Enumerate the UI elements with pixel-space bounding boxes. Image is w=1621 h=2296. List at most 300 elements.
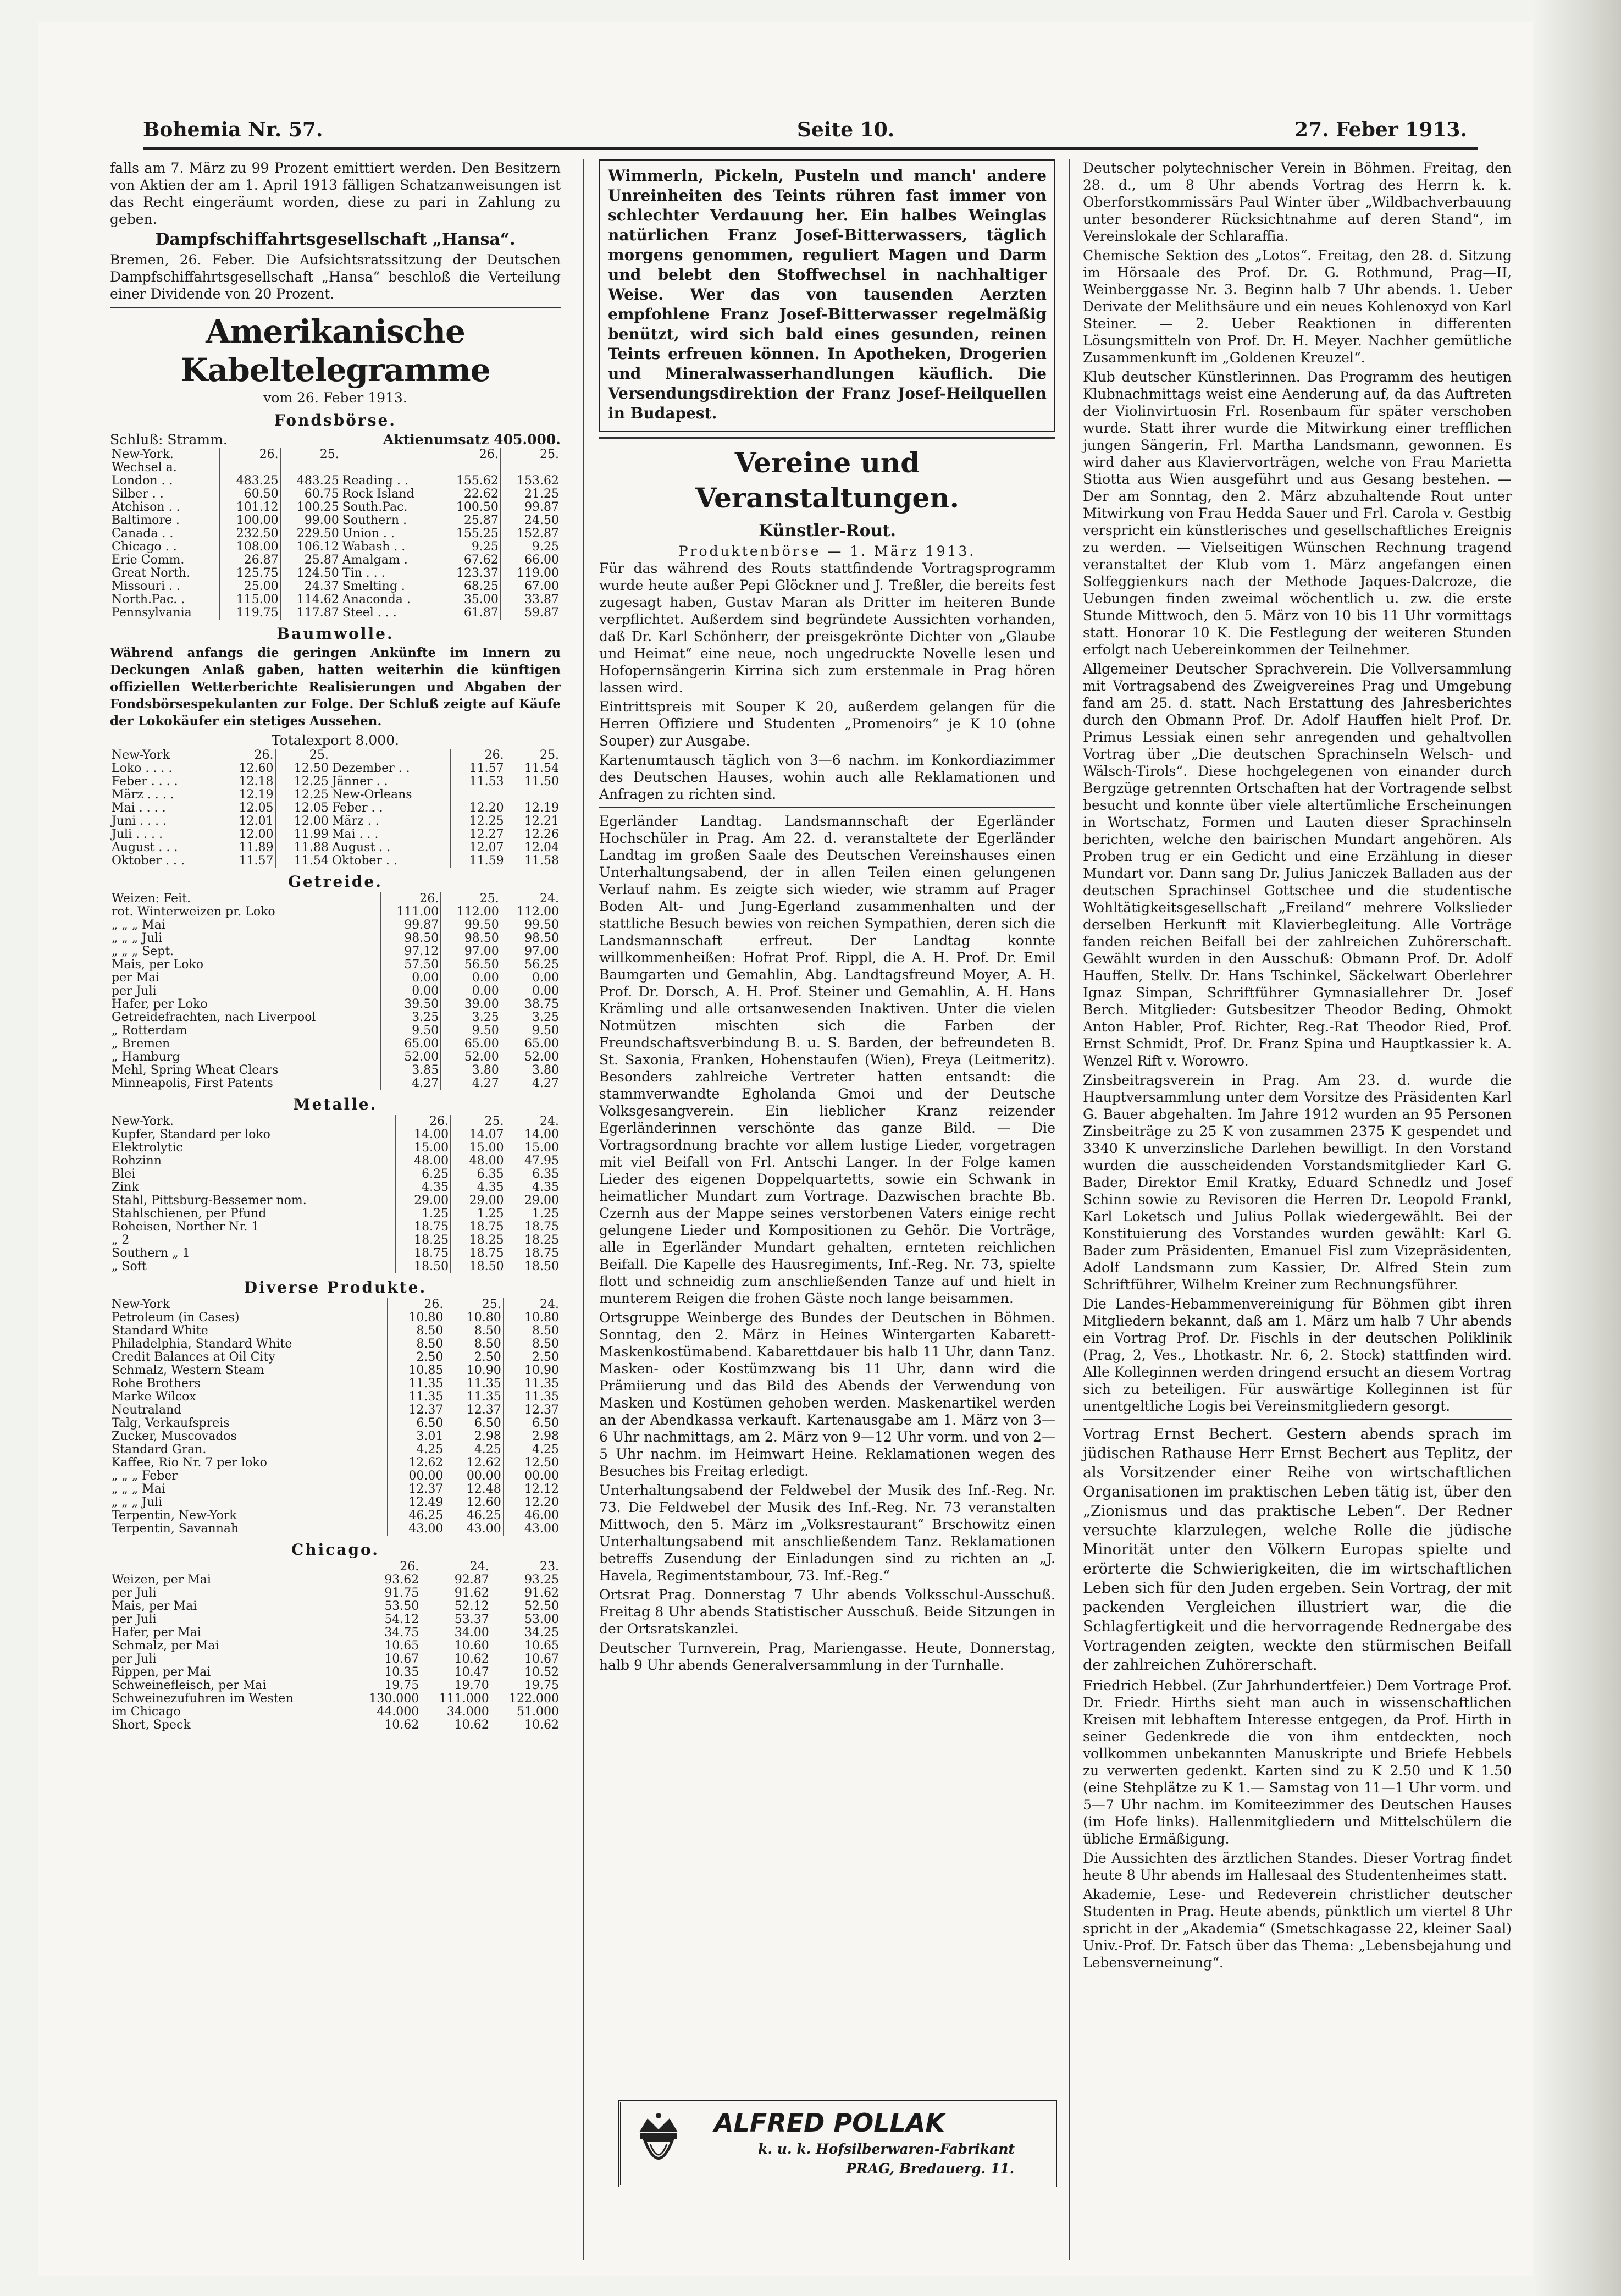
- table-cell: 12.49: [387, 1496, 445, 1509]
- table-row: [110, 514, 561, 527]
- table-cell: 117.87: [280, 606, 341, 620]
- table-cell: Stahl, Pittsburg-Bessemer nom.: [112, 1194, 307, 1207]
- table-row: [110, 1719, 561, 1732]
- table-cell: 1.25: [395, 1207, 451, 1221]
- table-cell: 0.00: [380, 985, 440, 998]
- paragraph: Unterhaltungsabend der Feldwebel der Musik des Inf.-Reg. Nr. 73. Die Feldwebel der Musik des Inf.-Reg. Nr. 73 veranstalten Mittwoch, den 5. März im „Volksrestaurant“ Brschowitz einen Unterhaltungsabend mit anschließendem Tanz. Reklamationen betreffs Zusendung der Einladungen sind zu richten an „J. Havela, Regimentstambour, 73. Inf.-Reg.“: [599, 1482, 1055, 1583]
- table-cell: 12.37: [445, 1404, 503, 1417]
- subheadline: vom 26. Feber 1913.: [263, 390, 407, 406]
- table-cell: 18.75: [451, 1221, 506, 1234]
- table-cell: 114.62: [280, 593, 341, 606]
- section-title: Metalle.: [293, 1095, 378, 1113]
- paragraph: Akademie, Lese- und Redeverein christlicher deutscher Studenten in Prag. Heute abends, pünktlich um viertel 8 Uhr spricht in der „Akademia“ (Smetschkagasse 22, kleiner Saal) Univ.-Prof. Dr. Fatsch über das Thema: „Lebensbejahung und Lebensverneinung“.: [1083, 1886, 1512, 1971]
- table-cell: 125.75: [220, 567, 280, 580]
- table-row: [110, 1311, 561, 1324]
- table-cell: 12.48: [445, 1483, 503, 1496]
- table-cell: 10.35: [351, 1666, 421, 1679]
- table-cell: [330, 749, 451, 762]
- table-cell: 92.87: [421, 1574, 491, 1587]
- table-cell: 14.00: [395, 1128, 451, 1141]
- table-cell: Neutraland: [112, 1403, 182, 1417]
- table-cell: Great North.: [112, 566, 191, 580]
- pollak-advertisement: [618, 2100, 1057, 2187]
- table-row: [110, 958, 561, 972]
- ad-name: ALFRED POLLAK: [714, 2108, 945, 2138]
- table-cell: im Chicago: [112, 1705, 181, 1719]
- table-cell: 91.62: [491, 1587, 561, 1600]
- table-cell: 21.25: [500, 488, 561, 501]
- table-cell: 111.00: [380, 906, 440, 919]
- table-cell: 18.25: [506, 1234, 561, 1247]
- table-cell: 46.25: [445, 1509, 503, 1522]
- table-cell: August . .: [331, 841, 391, 854]
- table-cell: Canada . .: [112, 527, 174, 540]
- table-cell: 112.00: [501, 906, 561, 919]
- table-cell: 2.50: [503, 1351, 561, 1364]
- table-row: [110, 1679, 561, 1692]
- table-cell: 4.25: [503, 1443, 561, 1456]
- table-cell: 119.75: [220, 606, 280, 620]
- table-cell: 100.25: [280, 501, 341, 514]
- table-row: [110, 1560, 561, 1574]
- table-cell: 43.00: [387, 1522, 445, 1536]
- table-cell: Mais, per Mai: [112, 1599, 197, 1613]
- table-cell: 44.000: [351, 1706, 421, 1719]
- table-cell: 11.35: [387, 1377, 445, 1390]
- table-row: [110, 1051, 561, 1064]
- paragraph: Bremen, 26. Feber. Die Aufsichtsratssitzung der Deutschen Dampfschiffahrtsgesellschaft „Hansa“ beschloß die Verteilung einer Dividende von 20 Prozent.: [110, 252, 561, 302]
- table-cell: 106.12: [280, 540, 341, 554]
- table-cell: 10.80: [503, 1311, 561, 1324]
- table-cell: 108.00: [220, 540, 280, 554]
- table-cell: 12.05: [220, 802, 275, 815]
- table-cell: 25.: [451, 1115, 506, 1128]
- table-cell: Roheisen, Norther Nr. 1: [112, 1220, 259, 1234]
- table-row: [110, 749, 561, 762]
- table-cell: Rohzinn: [112, 1154, 162, 1168]
- table-cell: 34.75: [351, 1626, 421, 1640]
- table-cell: Feber . . . .: [112, 775, 178, 788]
- table-cell: 10.85: [387, 1364, 445, 1377]
- table-cell: 54.12: [351, 1613, 421, 1626]
- table-cell: [341, 448, 440, 461]
- table-cell: 4.27: [380, 1077, 440, 1090]
- table-cell: 0.00: [501, 972, 561, 985]
- table-row: [110, 593, 561, 606]
- column-3: [1083, 159, 1512, 1973]
- table-row: [110, 1600, 561, 1613]
- table-cell: Marke Wilcox: [112, 1390, 196, 1404]
- table-cell: 112.00: [441, 906, 501, 919]
- table-row: [110, 1064, 561, 1077]
- table-cell: 152.87: [500, 527, 561, 540]
- divider: [599, 807, 1055, 808]
- chicago-table: [110, 1560, 561, 1732]
- table-cell: [280, 461, 341, 474]
- paragraph: Klub deutscher Künstlerinnen. Das Programm des heutigen Klubnachmittags weist eine Aenderung auf, da das Auftreten der Violinvirtuosin Frl. Rosenbaum für später verschoben wurde. Statt ihrer wurde die Mitwirkung einer trefflichen jungen Sängerin, Frl. Martha Landsmann, gewonnen. Es wird daher aus Klaviervorträgen, welche von Frau Marietta Stiotta aus Wien ausgeführt und aus Gesang bestehen. — Der am Sonntag, den 2. März abzuhaltende Rout unter Mitwirkung von Frau Hedda Sauer und Frl. Carola v. Gestbig verspricht ein künstlerisches und gesellschaftliches Ereignis zu werden. — Vielseitigen Wünschen Rechnung tragend veranstaltet der Klub vom 1. März angefangen einen Solfeggienkurs nach der Methode Jaques-Dalcroze, die Uebungen finden zweimal wöchentlich u. zw. die erste Stunde Mittwoch, den 5. März von 10 bis 11 Uhr vormittags statt. Honorar 10 K. Die Festlegung der weiteren Stunden erfolgt nach Uebereinkommen der Teilnehmer.: [1083, 369, 1512, 658]
- table-cell: 91.75: [351, 1587, 421, 1600]
- table-cell: 29.00: [395, 1194, 451, 1207]
- table-cell: „ „ „ Mai: [112, 1482, 165, 1496]
- table-cell: Amalgam .: [342, 553, 408, 567]
- fonds-summary: [110, 431, 561, 448]
- table-row: [110, 501, 561, 514]
- section-title: Chicago.: [291, 1541, 379, 1559]
- table-cell: „ „ „ Sept.: [112, 945, 174, 958]
- table-cell: Anaconda .: [342, 593, 411, 606]
- table-cell: 3.80: [501, 1064, 561, 1077]
- table-cell: 11.57: [451, 762, 506, 775]
- table-cell: 4.27: [501, 1077, 561, 1090]
- table-cell: Rippen, per Mai: [112, 1665, 211, 1679]
- table-cell: 14.00: [506, 1128, 561, 1141]
- table-cell: [500, 461, 561, 474]
- table-cell: 26.: [395, 1115, 451, 1128]
- table-cell: 8.50: [503, 1324, 561, 1338]
- table-cell: 155.62: [440, 474, 500, 488]
- table-cell: 2.50: [387, 1351, 445, 1364]
- table-cell: 23.: [491, 1560, 561, 1574]
- paragraph: Eintrittspreis mit Souper K 20, außerdem gelangen für die Herren Offiziere und Studenten „Promenoirs“ je K 10 (ohne Souper) zur Ausgabe.: [599, 699, 1055, 749]
- table-cell: 11.35: [445, 1390, 503, 1404]
- table-cell: 12.37: [387, 1404, 445, 1417]
- table-cell: Schweinezufuhren im Westen: [112, 1692, 294, 1706]
- table-row: [110, 932, 561, 945]
- table-row: [110, 1587, 561, 1600]
- table-cell: 11.57: [220, 854, 275, 868]
- table-cell: 0.00: [441, 972, 501, 985]
- table-row: [110, 1037, 561, 1051]
- table-cell: Rock Island: [342, 487, 414, 501]
- table-cell: 1.25: [506, 1207, 561, 1221]
- table-row: [110, 841, 561, 854]
- table-row: [110, 1115, 561, 1128]
- table-cell: 39.50: [380, 998, 440, 1011]
- table-cell: [440, 461, 500, 474]
- table-cell: New-York.: [112, 1114, 174, 1128]
- table-cell: 26.: [440, 448, 500, 461]
- table-cell: Baltimore .: [112, 514, 180, 527]
- table-cell: 4.35: [451, 1181, 506, 1194]
- ad-line-1: k. u. k. Hofsilberwaren-Fabrikant: [758, 2141, 1015, 2157]
- table-cell: Terpentin, New-York: [112, 1509, 237, 1522]
- table-cell: 67.00: [500, 580, 561, 593]
- header-right: 27. Feber 1913.: [1294, 118, 1467, 141]
- table-row: [110, 1692, 561, 1706]
- table-cell: 53.00: [491, 1613, 561, 1626]
- table-cell: Petroleum (in Cases): [112, 1311, 240, 1324]
- table-cell: 10.47: [421, 1666, 491, 1679]
- section-title: Diverse Produkte.: [244, 1278, 427, 1296]
- table-row: [110, 762, 561, 775]
- table-cell: 12.12: [503, 1483, 561, 1496]
- table-cell: 18.75: [395, 1247, 451, 1260]
- paragraph: Ortsrat Prag. Donnerstag 7 Uhr abends Volksschul-Ausschuß. Freitag 8 Uhr abends Statistischer Ausschuß. Beide Sitzungen in der Ortsratskanzlei.: [599, 1587, 1055, 1637]
- table-cell: Mai . . .: [331, 827, 379, 841]
- table-cell: 33.87: [500, 593, 561, 606]
- table-row: [110, 474, 561, 488]
- table-row: [110, 606, 561, 620]
- table-row: [110, 527, 561, 540]
- table-cell: 19.70: [421, 1679, 491, 1692]
- table-cell: Silber . .: [112, 487, 164, 501]
- table-cell: per Juli: [112, 1586, 157, 1600]
- paragraph: Für das während des Routs stattfindende Vortragsprogramm wurde heute außer Pepi Glöckner und J. Treßler, die bereits fest zugesagt haben, Gustav Maran als Dritter im heiteren Bunde verpflichtet. Außerdem sind begründete Aussichten vorhanden, daß Dr. Karl Schönherr, der preisgekrönte Dichter von „Glaube und Heimat“ eine neue, noch ungedruckte Novelle lesen und Hofopernsängerin Kirrina sich zum erstenmale in Prag hören lassen wird.: [599, 560, 1055, 696]
- table-cell: 3.25: [380, 1011, 440, 1024]
- table-cell: 43.00: [503, 1522, 561, 1536]
- table-cell: 29.00: [506, 1194, 561, 1207]
- table-cell: 26.: [380, 892, 440, 906]
- table-cell: August . . .: [112, 841, 178, 854]
- table-cell: 3.25: [441, 1011, 501, 1024]
- column-1: [110, 159, 561, 1732]
- section-title: Künstler-Rout.: [759, 521, 896, 540]
- table-cell: 3.85: [380, 1064, 440, 1077]
- table-cell: 101.12: [220, 501, 280, 514]
- table-row: [110, 1640, 561, 1653]
- table-cell: 12.37: [387, 1483, 445, 1496]
- table-cell: 12.19: [506, 802, 561, 815]
- paragraph: falls am 7. März zu 99 Prozent emittiert werden. Den Besitzern von Aktien der am 1. April 1913 fälligen Schatzanweisungen ist das Recht eingeräumt worden, diese zu pari in Zahlung zu geben.: [110, 160, 561, 227]
- table-cell: 10.65: [491, 1640, 561, 1653]
- table-cell: 2.98: [503, 1430, 561, 1443]
- table-cell: 56.25: [501, 958, 561, 972]
- table-row: [110, 1234, 561, 1247]
- table-cell: „ 2: [112, 1233, 130, 1247]
- table-row: [110, 854, 561, 868]
- table-cell: 229.50: [280, 527, 341, 540]
- table-row: [110, 1443, 561, 1456]
- table-cell: 12.07: [451, 841, 506, 854]
- table-cell: 11.53: [451, 775, 506, 788]
- table-cell: Pennsylvania: [112, 606, 192, 620]
- table-cell: 0.00: [501, 985, 561, 998]
- table-cell: 11.35: [503, 1390, 561, 1404]
- table-cell: 11.54: [275, 854, 330, 868]
- header-left: Bohemia Nr. 57.: [143, 118, 323, 141]
- table-cell: 130.000: [351, 1692, 421, 1706]
- table-cell: 34.00: [421, 1626, 491, 1640]
- section-title: Getreide.: [287, 873, 383, 891]
- table-cell: 15.00: [395, 1141, 451, 1155]
- table-cell: 52.50: [491, 1600, 561, 1613]
- table-cell: Southern „ 1: [112, 1246, 190, 1260]
- table-cell: 57.50: [380, 958, 440, 972]
- table-row: [110, 815, 561, 828]
- table-cell: 12.00: [220, 828, 275, 841]
- table-cell: März . . . .: [112, 788, 174, 802]
- table-row: [110, 1653, 561, 1666]
- table-row: [110, 1430, 561, 1443]
- table-row: [110, 998, 561, 1011]
- table-cell: 12.26: [506, 828, 561, 841]
- table-cell: 10.62: [491, 1719, 561, 1732]
- column-divider: [1069, 159, 1070, 2260]
- table-row: [110, 1155, 561, 1168]
- table-cell: 6.25: [395, 1168, 451, 1181]
- table-cell: 35.00: [440, 593, 500, 606]
- table-row: [110, 580, 561, 593]
- section-subtitle: Produktenbörse — 1. März 1913.: [678, 543, 976, 559]
- table-cell: Weizen: Feit.: [112, 892, 191, 906]
- table-row: [110, 1613, 561, 1626]
- table-cell: 0.00: [380, 972, 440, 985]
- divider: [599, 437, 1055, 439]
- table-cell: 56.50: [441, 958, 501, 972]
- grain-table: [110, 892, 561, 1090]
- table-cell: 11.35: [503, 1377, 561, 1390]
- table-row: [110, 1128, 561, 1141]
- table-cell: Dezember . .: [331, 761, 410, 775]
- table-cell: 99.50: [441, 919, 501, 932]
- table-cell: 8.50: [503, 1338, 561, 1351]
- table-cell: 3.25: [501, 1011, 561, 1024]
- table-cell: 10.60: [421, 1640, 491, 1653]
- bitterwasser-ad: [599, 159, 1055, 432]
- table-row: [110, 1181, 561, 1194]
- table-cell: 97.12: [380, 945, 440, 958]
- table-cell: Steel . . .: [342, 606, 397, 620]
- table-cell: Elektrolytic: [112, 1141, 183, 1155]
- table-cell: 0.00: [441, 985, 501, 998]
- table-cell: 65.00: [501, 1037, 561, 1051]
- table-cell: per Juli: [112, 1652, 157, 1666]
- table-cell: Stahlschienen, per Pfund: [112, 1207, 267, 1221]
- table-cell: 483.25: [280, 474, 341, 488]
- table-cell: 60.50: [220, 488, 280, 501]
- table-cell: 65.00: [380, 1037, 440, 1051]
- column-divider: [583, 159, 584, 2260]
- table-row: [110, 788, 561, 802]
- table-cell: 14.07: [451, 1128, 506, 1141]
- table-cell: Union . .: [342, 527, 395, 540]
- table-cell: 99.87: [380, 919, 440, 932]
- table-cell: 48.00: [451, 1155, 506, 1168]
- table-cell: 10.67: [491, 1653, 561, 1666]
- table-cell: 24.: [421, 1560, 491, 1574]
- table-cell: Loko . . . .: [112, 761, 173, 775]
- table-cell: Schweinefleisch, per Mai: [112, 1679, 267, 1692]
- table-cell: 11.35: [445, 1377, 503, 1390]
- table-row: [110, 1221, 561, 1234]
- table-cell: 25.87: [440, 514, 500, 527]
- table-row: [110, 1456, 561, 1470]
- table-cell: 18.75: [451, 1247, 506, 1260]
- table-row: [110, 1626, 561, 1640]
- table-cell: Jänner . .: [331, 775, 388, 788]
- headline: Amerikanische Kabeltelegramme: [180, 313, 490, 389]
- table-cell: 12.05: [275, 802, 330, 815]
- table-cell: Weizen, per Mai: [112, 1573, 211, 1587]
- table-cell: 115.00: [220, 593, 280, 606]
- scan-edge: [1533, 0, 1621, 2296]
- table-cell: 4.35: [506, 1181, 561, 1194]
- table-cell: 18.25: [395, 1234, 451, 1247]
- paragraph: Vortrag Ernst Bechert. Gestern abends sprach im jüdischen Rathause Herr Ernst Bechert aus Teplitz, der als Vorsitzender einer Reihe von wirtschaftlichen Organisationen im praktischen Leben tätig ist, über den „Zionismus und das praktische Leben“. Der Redner versuchte klarzulegen, welche Rolle die jüdische Minorität unter den Völkern Europas spielte und erörterte die Schwierigkeiten, die im wirtschaftlichen Leben sich für den Juden ergeben. Sein Vortrag, der mit packenden Vergleichen illustriert war, die die Schlagfertigkeit und die hervorragende Rednergabe des Vortragenden zeigten, weckte den stürmischen Beifall der zahlreichen Zuhörerschaft.: [1083, 1426, 1512, 1674]
- table-cell: London . .: [112, 474, 173, 488]
- table-cell: Minneapolis, First Patents: [112, 1077, 273, 1090]
- table-cell: 18.50: [506, 1260, 561, 1273]
- paragraph: Chemische Sektion des „Lotos“. Freitag, den 28. d. Sitzung im Hörsaale des Prof. Dr. G. Rothmund, Prag—II, Weinberggasse Nr. 3. Beginn halb 7 Uhr abends. 1. Ueber Derivate der Melithsäure und ein neues Kohlenoxyd von Karl Steiner. — 2. Ueber Reaktionen in differenten Lösungsmitteln von Prof. Dr. H. Meyer. Nachher gemütliche Zusammenkunft im „Goldenen Kreuzel“.: [1083, 247, 1512, 366]
- table-cell: „ „ „ Mai: [112, 918, 165, 932]
- table-row: [110, 1141, 561, 1155]
- header-rule: [143, 147, 1478, 150]
- table-cell: 59.87: [500, 606, 561, 620]
- table-cell: 12.27: [451, 828, 506, 841]
- table-cell: Juli . . . .: [112, 827, 163, 841]
- page-header: [104, 118, 1478, 151]
- table-cell: Atchison . .: [112, 500, 180, 514]
- table-cell: „ „ „ Feber: [112, 1469, 178, 1483]
- table-row: [110, 906, 561, 919]
- table-cell: 124.50: [280, 567, 341, 580]
- cotton-table: [110, 749, 561, 868]
- table-cell: 10.62: [421, 1719, 491, 1732]
- table-cell: „ Hamburg: [112, 1050, 180, 1064]
- table-cell: 12.25: [275, 788, 330, 802]
- table-cell: 52.00: [501, 1051, 561, 1064]
- table-cell: 19.75: [351, 1679, 421, 1692]
- table-cell: 11.88: [275, 841, 330, 854]
- table-cell: 66.00: [500, 554, 561, 567]
- table-cell: 11.54: [506, 762, 561, 775]
- table-cell: Feber . .: [331, 801, 383, 815]
- paragraph: Die Landes-Hebammenvereinigung für Böhmen gibt ihren Mitgliedern bekannt, daß am 1. März um halb 7 Uhr abends ein Vortrag Prof. Dr. Fischls in der deutschen Poliklinik (Prag, 2, Ves., Lhotkastr. Nr. 6, 2. Stock) stattfinden wird. Alle Kolleginnen werden dringend ersucht an diesem Vortrag sich zu beteiligen. Für auswärtige Kolleginnen ist für unentgeltliche Logis bei Vereinsmitgliedern gesorgt.: [1083, 1296, 1512, 1414]
- table-cell: 26.87: [220, 554, 280, 567]
- table-cell: 99.87: [500, 501, 561, 514]
- table-cell: Blei: [112, 1167, 136, 1181]
- table-cell: 98.50: [380, 932, 440, 945]
- table-cell: 12.62: [445, 1456, 503, 1470]
- fonds-right: Aktienumsatz 405.000.: [383, 432, 561, 448]
- table-cell: [220, 461, 280, 474]
- table-cell: 91.62: [421, 1587, 491, 1600]
- table-cell: 26.: [351, 1560, 421, 1574]
- table-cell: Hafer, per Loko: [112, 997, 208, 1011]
- table-cell: 9.50: [380, 1024, 440, 1037]
- table-cell: 9.50: [501, 1024, 561, 1037]
- table-cell: 51.000: [491, 1706, 561, 1719]
- table-row: [110, 1298, 561, 1311]
- section-headline: Vereine und Veranstaltungen.: [695, 446, 960, 514]
- table-cell: Erie Comm.: [112, 553, 185, 567]
- table-row: [110, 1011, 561, 1024]
- table-cell: 12.00: [275, 815, 330, 828]
- table-cell: New-York: [112, 748, 170, 762]
- table-cell: 34.25: [491, 1626, 561, 1640]
- table-cell: 4.27: [441, 1077, 501, 1090]
- section-title: Baumwolle.: [276, 625, 394, 643]
- table-cell: Missouri . .: [112, 579, 181, 593]
- table-cell: 24.: [506, 1115, 561, 1128]
- table-cell: 15.00: [506, 1141, 561, 1155]
- table-cell: 155.25: [440, 527, 500, 540]
- paragraph: Deutscher polytechnischer Verein in Böhmen. Freitag, den 28. d., um 8 Uhr abends Vortrag des Herrn k. k. Oberforstkommissärs Paul Winter über „Wildbachverbauung unter besonderer Rücksichtnahme auf deren Stand“, im Vereinslokale der Schlaraffia.: [1083, 160, 1512, 244]
- crown-emblem-icon: [628, 2110, 689, 2175]
- table-cell: 2.98: [445, 1430, 503, 1443]
- table-cell: Zink: [112, 1180, 139, 1194]
- table-cell: 12.60: [220, 762, 275, 775]
- table-cell: 68.25: [440, 580, 500, 593]
- paragraph: Kartenumtausch täglich von 3—6 nachm. im Konkordiazimmer des Deutschen Hauses, wohin auch alle Reklamationen und Anfragen zu richten sind.: [599, 752, 1055, 802]
- table-cell: 60.75: [280, 488, 341, 501]
- divider: [1083, 1419, 1512, 1420]
- table-cell: 25.: [441, 892, 501, 906]
- table-cell: per Mai: [112, 971, 160, 985]
- table-cell: 25.: [445, 1298, 503, 1311]
- table-cell: Getreidefrachten, nach Liverpool: [112, 1011, 316, 1024]
- table-row: [110, 1522, 561, 1536]
